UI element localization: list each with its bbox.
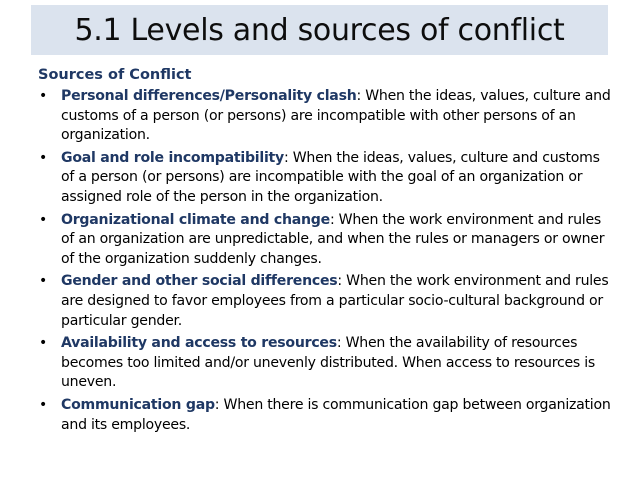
- bullet-icon: •: [39, 88, 48, 104]
- bullet-list: [38, 87, 616, 435]
- bullet-item: [38, 149, 616, 208]
- title-bar: [31, 5, 608, 55]
- bullet-item: [38, 87, 616, 146]
- bullet-text: : When the ideas, values, culture and customs of a person (or persons) are incompatible with other persons of an organization.: [61, 88, 611, 144]
- bullet-term: Organizational climate and change: [61, 211, 330, 228]
- section-heading: Sources of Conflict: [38, 67, 192, 83]
- bullet-term: Goal and role incompatibility: [61, 149, 284, 166]
- bullet-icon: •: [39, 396, 48, 413]
- bullet-icon: •: [39, 211, 48, 228]
- bullet-term: Personal differences/Personality clash: [61, 88, 357, 104]
- bullet-item: [38, 211, 616, 270]
- bullet-text: : When there is communication gap between organization and its employees.: [61, 396, 611, 433]
- bullet-text: : When the work environment and rules are designed to favor employees from a particular socio-cultural background or particular gender.: [61, 273, 609, 329]
- slide-content: [38, 66, 616, 438]
- bullet-icon: •: [39, 149, 48, 166]
- bullet-icon: •: [39, 335, 48, 352]
- bullet-text: : When the ideas, values, culture and customs of a person (or persons) are incompatible with the goal of an organization or assigned role of the person in the organization.: [61, 149, 600, 205]
- bullet-text: : When the work environment and rules of an organization are unpredictable, and when the rules or managers or owner of the organization suddenly changes.: [61, 211, 605, 267]
- bullet-term: Availability and access to resources: [61, 335, 337, 352]
- bullet-term: Gender and other social differences: [61, 273, 338, 290]
- bullet-item: [38, 396, 616, 435]
- bullet-item: [38, 334, 616, 393]
- bullet-text: : When the availability of resources becomes too limited and/or unevenly distributed. When access to resources is uneven.: [61, 335, 595, 391]
- slide-title: 5.1 Levels and sources of conflict: [74, 12, 565, 48]
- bullet-icon: •: [39, 273, 48, 290]
- bullet-term: Communication gap: [61, 396, 215, 413]
- bullet-item: [38, 272, 616, 331]
